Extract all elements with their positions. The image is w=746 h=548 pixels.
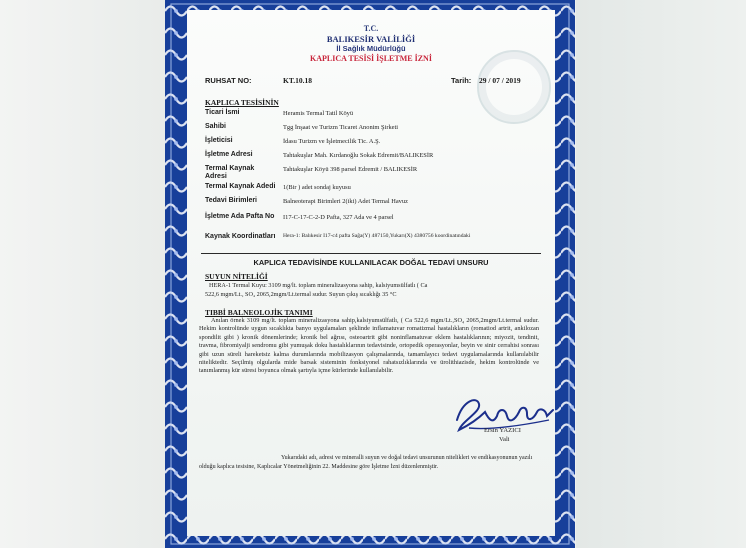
header-tc: T.C.	[363, 24, 379, 33]
row-label-termal-kaynak: Termal Kaynak	[205, 165, 255, 172]
row-label-sahibi: Sahibi	[205, 123, 227, 130]
row-value-tedavi-birimleri: Balneoterapi Birimleri 2(iki) Adet Termal Havuz	[283, 198, 408, 205]
background-right	[576, 0, 746, 548]
ruhsat-label: RUHSAT NO:	[205, 76, 252, 85]
row-value-isletme-adresi: Tahtakuşlar Mah. Kırdanoğlu Sokak Edremit/BALIKESİR	[283, 152, 434, 159]
row-value-sahibi: Tgg İnşaat ve Turizm Ticaret Anonim Şirketi	[283, 124, 399, 131]
unsur-heading: KAPLICA TEDAVİSİNDE KULLANILACAK DOĞAL TEDAVİ UNSURU	[253, 258, 489, 267]
section-divider	[201, 253, 541, 254]
header-mudurluk: İl Sağlık Müdürlüğü	[336, 44, 406, 53]
tarih-value: 29 / 07 / 2019	[479, 76, 521, 85]
header-valilik: BALIKESİR VALİLİĞİ	[326, 34, 416, 44]
row-value-koordinatlar: Hera-1: Balıkesir I17-c4 pafta Sağa(Y) 487150,Yukarı(X) 4380756 koordinatındaki	[283, 233, 471, 239]
tarih-label: Tarih:	[451, 76, 472, 85]
row-label-tedavi-birimleri: Tedavi Birimleri	[205, 197, 258, 204]
row-label-ada-pafta: İşletme Ada Pafta No	[205, 213, 275, 220]
tibbi-heading: TIBBİ BALNEOLOJİK TANIMI	[205, 308, 313, 317]
signatory-title: Vali	[499, 436, 510, 443]
row-value-termal-kaynak: Tahtakuşlar Köyü 398 parsel Edremit / BALIKESİR	[283, 166, 418, 173]
row-label-koordinatlar: Kaynak Koordinatları	[205, 233, 276, 240]
ruhsat-no: KT.10.18	[283, 76, 313, 85]
nitelik-heading: SUYUN NİTELİĞİ	[205, 272, 268, 281]
tibbi-text: Anılan örnek 3109 mg/lt. toplam mineralizasyona sahip,kalsiyumsülfatlı, ( Ca 522,6 mgm/Lt.,SO₄ 2065,2mgm/Lt.termal sudur. Hekim kontrolünde uygun sıcaklıkta banyo uygulamaları şeklinde inflamatuvar romatizmal hastalıkların (romatiod artrit, ankilozan spondilit gibi ) kronik dönemlerinde; kronik bel ağrısı, osteoartrit gibi noninflamatuvar eklem hastalıklarının; miyozit, tendinit, travma, fibromiyalji sendromu gibi yumuşak doku hastalıklarının tedavisinde, ortopedik operasyonlar, beyin ve sinir cerrahisi sonrası gibi uzun süreli hareketsiz kalma durumlarında mobilizasyon çalışmalarında, tamamlayıcı tedavi uygulamalarında kullanılabilir niteliktedir. Seçilmiş olgularda mide barsak sisteminin fonksiyonel rahatsızlıklarında ve ürolithiazisde, hekim kontrolünde ve tanımlanmış kür süresi boyunca olmak şartıyla içme kürlerinde kullanılabilir.	[199, 317, 539, 375]
document-title: KAPLICA TESİSİ İŞLETME İZNİ	[310, 54, 432, 63]
nitelik-line-1: HERA-1 Termal Kuyu: 3109 mg/lt. toplam mineralizasyona sahip, kalsiyumsülfatlı ( Ca	[209, 282, 428, 289]
row-label-kaynak-adedi: Termal Kaynak Adedi	[205, 183, 276, 190]
background-left	[0, 0, 165, 548]
row-label-isleticisi: İşleticisi	[205, 137, 233, 144]
signatory-name: Ersin YAZICI	[484, 427, 521, 434]
certificate-sheet	[187, 10, 555, 536]
row-value-isleticisi: İdasu Turizm ve İşletmecilik Tic. A.Ş.	[283, 138, 381, 145]
tesis-heading: KAPLICA TESİSİNİN	[205, 98, 279, 107]
nitelik-line-2: 522,6 mgm/Lt., SO₄ 2065,2mgm/Lt.termal sudur. Suyun çıkış sıcaklığı 35 °C	[205, 291, 397, 298]
row-label-ticari-ismi: Ticari İsmi	[205, 109, 240, 116]
certificate-document	[165, 0, 575, 548]
row-label-isletme-adresi: İşletme Adresi	[205, 151, 253, 158]
row-label-adresi: Adresi	[205, 173, 227, 180]
row-value-ada-pafta: I17-C-17-C-2-D Pafta, 327 Ada ve 4 parsel	[283, 214, 394, 221]
row-value-ticari-ismi: Heramis Termal Tatil Köyü	[283, 110, 354, 117]
footer-text: Yukarıdaki adı, adresi ve mineralli suyun ve doğal tedavi unsurunun nitelikleri ve endikasyonunun yazılı olduğu kaplıca tesisine, Kaplıcalar Yönetmeliğinin 22. Maddesine göre İşletme İzni düzenlenmiştir.	[199, 455, 533, 470]
row-value-kaynak-adedi: 1(Bir ) adet sondaj kuyusu	[283, 184, 351, 191]
